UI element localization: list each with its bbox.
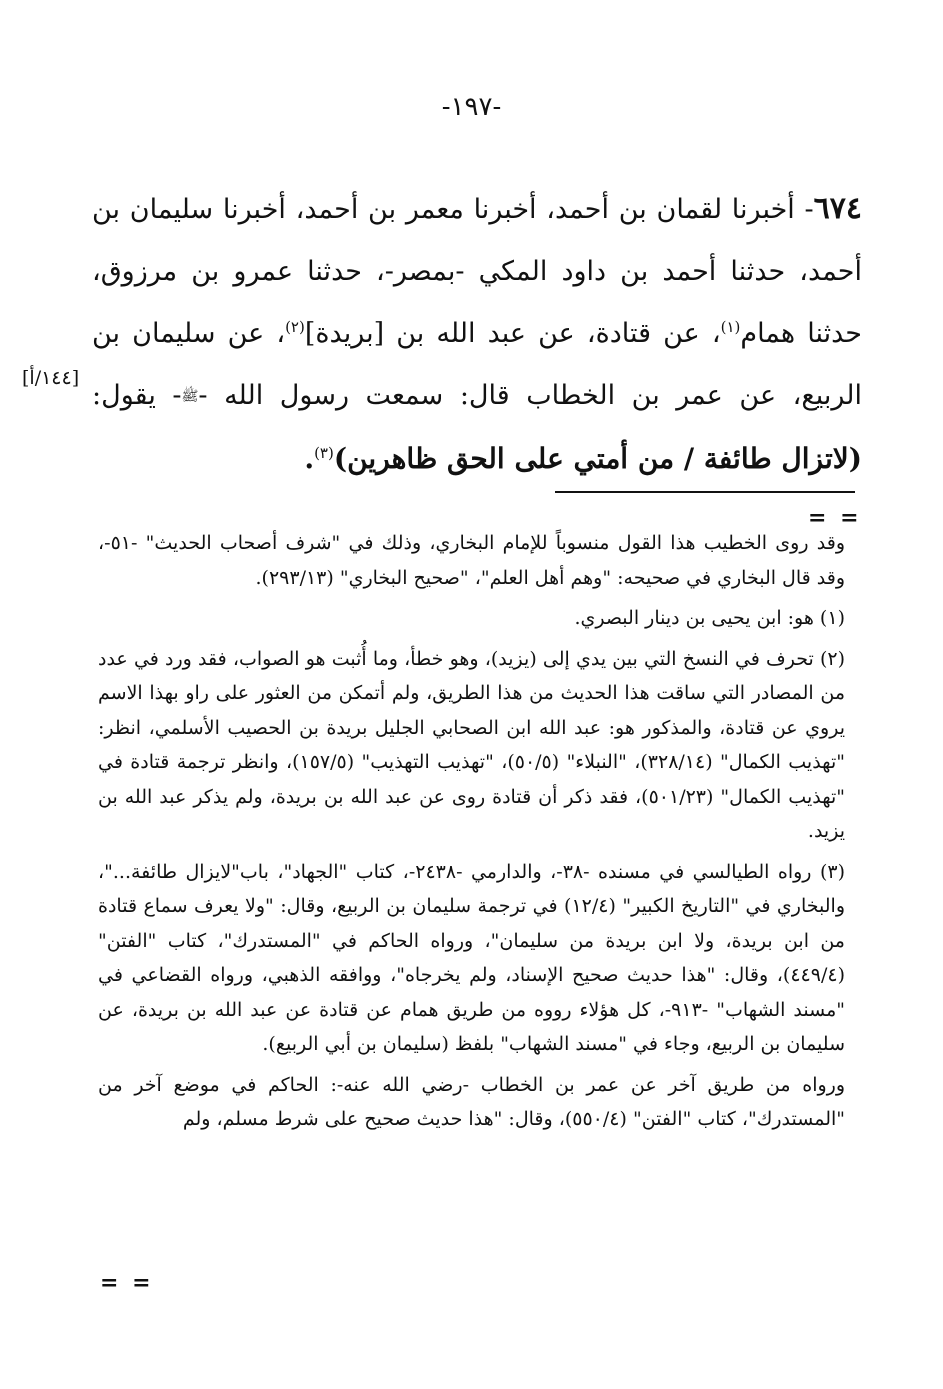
footnote-2: (٢) تحرف في النسخ التي بين يدي إلى (يزيد)، وهو خطأ، وما أُثبت هو الصواب، فقد ورد في عدد من المصادر التي ساقت هذا الحديث من هذا الطريق، ولم أتمكن من العثور على راو بهذا الاسم يروي عن قتادة، والمذكور هو: عبد الله ابن الصحابي الجليل بريدة بن الحصيب الأسلمي، انظر: "تهذيب الكمال" (٣٢٨/١٤)، "النبلاء" (٥٠/٥)، "تهذيب التهذيب" (١٥٧/٥)، وانظر ترجمة قتادة في "تهذيب الكمال" (٥٠١/٢٣)، فقد ذكر أن قتادة روى عن عبد الله بن بريدة، ولم يذكر عبد الله بن يزيد.: [98, 647, 845, 842]
hadith-isnad-3: ، عن سليمان بن الربيع، عن عمر بن الخطاب قال: سمعت رسول الله -: [92, 318, 862, 411]
hadith-end: .: [304, 441, 315, 475]
hadith-number: ٦٧٤: [813, 191, 862, 226]
footnotes-section: [98, 526, 845, 1143]
prophet-honorific-glyph: ﷺ: [181, 388, 199, 405]
manuscript-folio-note: [١٤٤/أ]: [22, 367, 80, 389]
hadith-isnad-4: - يقول:: [92, 380, 182, 411]
continuation-mark-top: = =: [808, 505, 862, 531]
hadith-isnad-2: ، عن قتادة، عن عبد الله بن [بريدة]: [304, 318, 721, 349]
footnote-ref-2: (٢): [285, 318, 305, 336]
continuation-mark-bottom: = =: [100, 1270, 154, 1296]
hadith-isnad: - أخبرنا لقمان بن أحمد، أخبرنا معمر بن أحمد، أخبرنا سليمان بن أحمد، حدثنا أحمد بن داود المكي -بمصر-، حدثنا عمرو بن مرزوق، حدثنا همام: [92, 194, 862, 349]
footnote-3-continued: ورواه من طريق آخر عن عمر بن الخطاب -رضي الله عنه-: الحاكم في موضع آخر من "المستدرك"، كتاب "الفتن" (٥٥٠/٤)، وقال: "هذا حديث صحيح على شرط مسلم، ولم: [98, 1073, 845, 1130]
footnote-continued: وقد روى الخطيب هذا القول منسوباً للإمام البخاري، وذلك في "شرف أصحاب الحديث" -٥١-، وقد قال البخاري في صحيحه: "وهم أهل العلم"، "صحيح البخاري" (٢٩٣/١٣).: [98, 532, 845, 589]
hadith-matn: (لاتزال طائفة / من أمتي على الحق ظاهرين): [333, 441, 862, 475]
footnote-1: (١) هو: ابن يحيى بن دينار البصري.: [574, 607, 845, 629]
page-number: -١٩٧-: [441, 92, 502, 122]
footnote-ref-3: (٣): [314, 443, 334, 462]
footnote-ref-1: (١): [720, 318, 741, 336]
footnote-3: (٣) رواه الطيالسي في مسنده -٣٨-، والدارمي -٢٤٣٨-، كتاب "الجهاد"، باب"لايزال طائفة..."، والبخاري في "التاريخ الكبير" (١٢/٤) في ترجمة سليمان بن الربيع، وقال: "ولا يعرف سماع قتادة من ابن بريدة، ولا ابن بريدة من سليمان"، ورواه الحاكم في "المستدرك"، كتاب "الفتن" (٤٤٩/٤)، وقال: "هذا حديث صحيح الإسناد، ولم يخرجاه"، ووافقه الذهبي، ورواه القضاعي في "مسند الشهاب" -٩١٣-، كل هؤلاء رووه من طريق همام عن قتادة عن عبد الله بن بريدة، عن سليمان بن الربيع، وجاء في "مسند الشهاب" بلفظ (سليمان بن أبي الربيع).: [98, 860, 846, 1055]
hadith-text: [92, 178, 862, 491]
footnote-separator: [555, 491, 855, 493]
